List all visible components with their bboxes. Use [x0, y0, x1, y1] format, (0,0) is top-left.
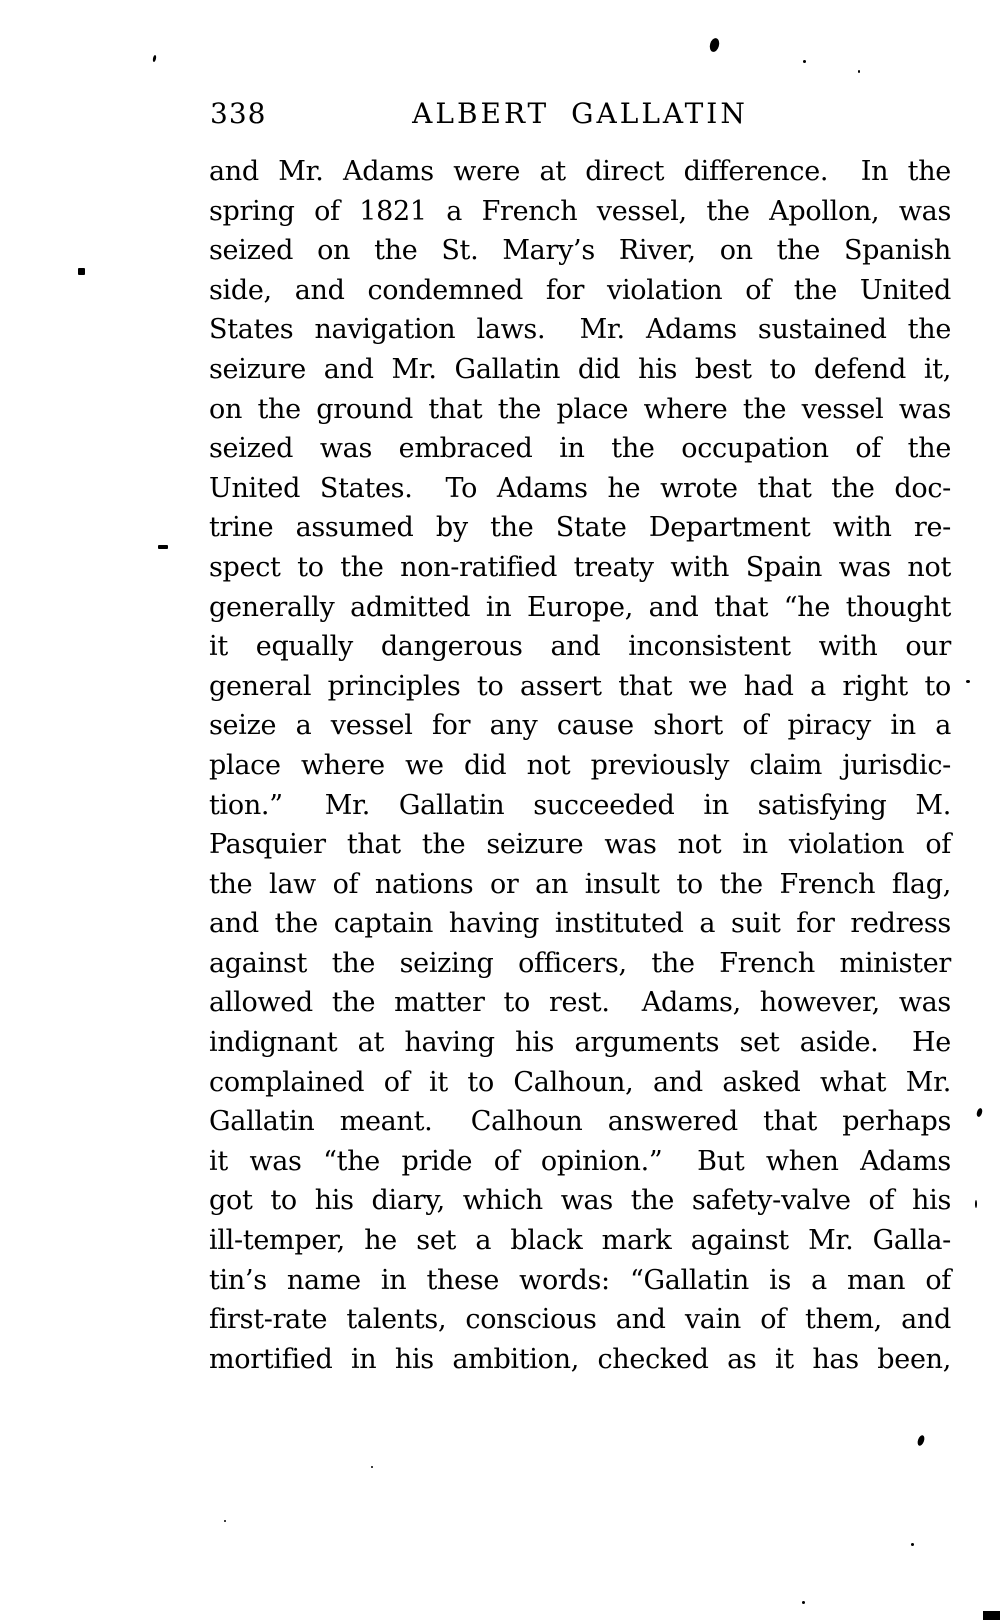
page-number: 338 — [210, 97, 267, 130]
text-line: got to his diary, which was the safety-valve of his — [209, 1185, 951, 1217]
text-line: States navigation laws. Mr. Adams sustained the — [209, 314, 951, 346]
ink-speck — [78, 268, 85, 275]
text-line: allowed the matter to rest. Adams, however, was — [209, 987, 951, 1019]
text-line: side, and condemned for violation of the United — [209, 274, 951, 306]
text-line: it was “the pride of opinion.” But when Adams — [209, 1145, 951, 1177]
running-title: ALBERT GALLATIN — [412, 97, 748, 130]
text-line: ill-temper, he set a black mark against Mr. Galla- — [209, 1225, 951, 1257]
body-paragraph — [209, 152, 951, 1379]
text-line: Gallatin meant. Calhoun answered that perhaps — [209, 1106, 951, 1138]
text-line: it equally dangerous and inconsistent with our — [209, 631, 951, 663]
text-line: seizure and Mr. Gallatin did his best to defend it, — [209, 353, 951, 385]
text-line: place where we did not previously claim jurisdic- — [209, 749, 951, 781]
text-line: Pasquier that the seizure was not in violation of — [209, 829, 951, 861]
text-line: and Mr. Adams were at direct difference. In the — [209, 156, 951, 187]
text-line: seize a vessel for any cause short of piracy in a — [209, 710, 951, 742]
text-line: tion.” Mr. Gallatin succeeded in satisfying M. — [209, 789, 951, 821]
text-line: against the seizing officers, the French minister — [209, 947, 951, 979]
page-header — [209, 98, 951, 132]
ink-speck — [976, 1107, 984, 1117]
ink-speck — [224, 1520, 226, 1522]
text-line: mortified in his ambition, checked as it has been, — [209, 1343, 951, 1375]
scan-corner-mark — [983, 1611, 1000, 1620]
text-line: tin’s name in these words: “Gallatin is a man of — [209, 1264, 951, 1296]
ink-speck — [371, 1466, 373, 1468]
ink-speck — [802, 1601, 805, 1604]
text-line: general principles to assert that we had a right to — [209, 670, 951, 702]
text-line: trine assumed by the State Department with re- — [209, 512, 951, 544]
ink-speck — [152, 55, 156, 62]
ink-speck — [158, 545, 168, 549]
text-line: and the captain having instituted a suit for redress — [209, 908, 951, 940]
text-line: spect to the non-ratified treaty with Spain was not — [209, 551, 951, 583]
text-line: seized was embraced in the occupation of the — [209, 433, 951, 465]
ink-speck — [911, 1543, 914, 1546]
text-line: first-rate talents, conscious and vain of them, and — [209, 1304, 951, 1336]
ink-speck — [803, 60, 806, 63]
ink-speck — [975, 1200, 977, 1208]
ink-speck — [966, 680, 970, 683]
text-line: seized on the St. Mary’s River, on the Spanish — [209, 235, 951, 267]
text-line: complained of it to Calhoun, and asked what Mr. — [209, 1066, 951, 1098]
text-line: generally admitted in Europe, and that “he thought — [209, 591, 951, 623]
text-line: United States. To Adams he wrote that the doc- — [209, 472, 951, 504]
ink-speck — [708, 37, 720, 53]
ink-speck — [916, 1434, 925, 1446]
text-line: the law of nations or an insult to the French flag, — [209, 868, 951, 900]
text-line: indignant at having his arguments set aside. He — [209, 1027, 951, 1059]
text-line: on the ground that the place where the vessel was — [209, 393, 951, 425]
ink-speck — [858, 70, 860, 73]
text-line: spring of 1821 a French vessel, the Apollon, was — [209, 195, 951, 227]
